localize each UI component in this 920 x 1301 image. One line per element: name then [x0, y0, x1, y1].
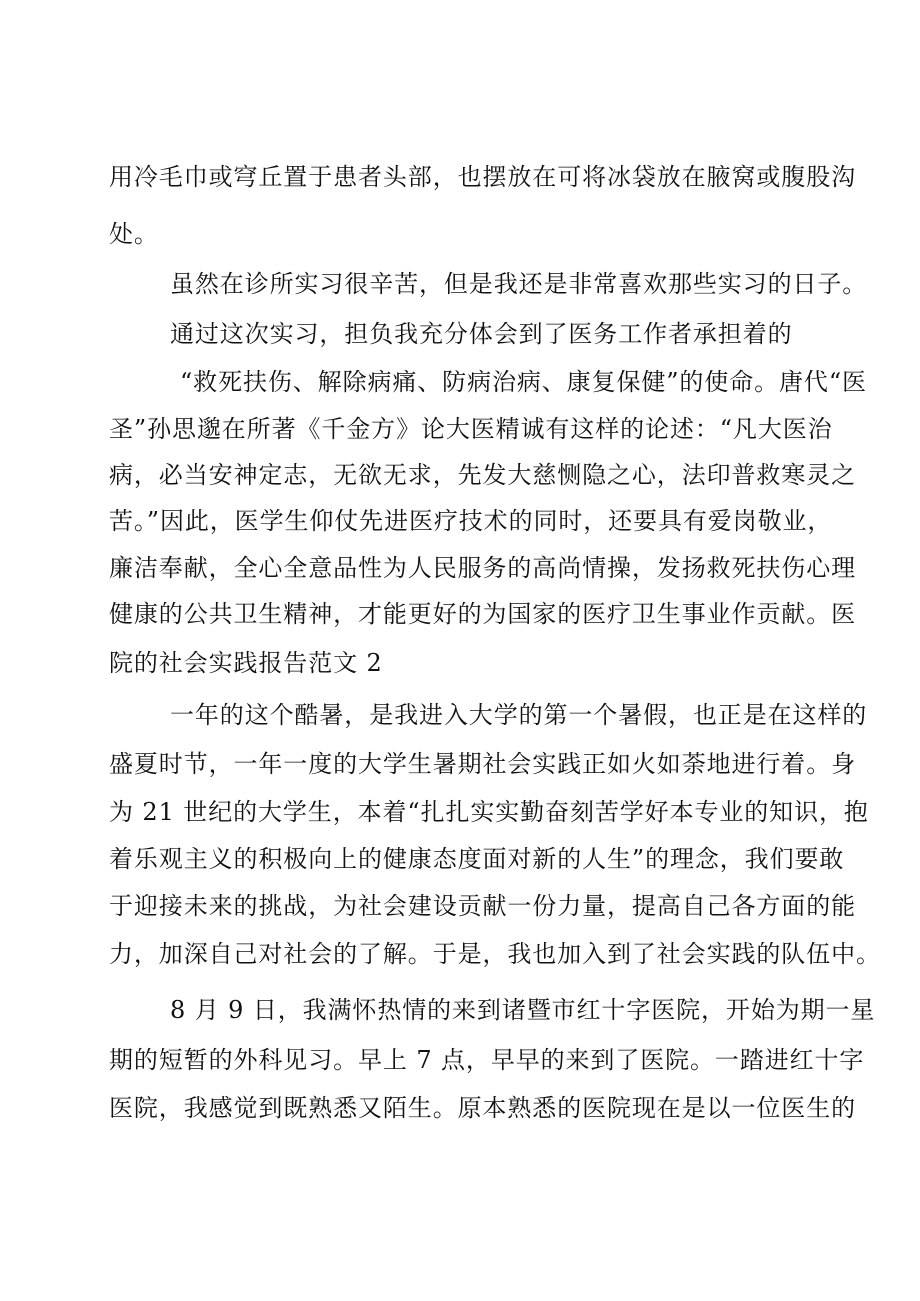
- text-line: 盛夏时节，一年一度的大学生暑期社会实践正如火如荼地进行着。身: [109, 750, 856, 778]
- text-line: 苦。”因此，医学生仰仗先进医疗技术的同时，还要具有爱岗敬业，: [109, 507, 833, 535]
- text-line: 一年的这个酷暑，是我进入大学的第一个暑假，也正是在这样的: [170, 701, 868, 729]
- text-line: “救死扶伤、解除病痛、防病治病、康复保健”的使命。唐代“医: [180, 368, 867, 396]
- text-line: 着乐观主义的积极向上的健康态度面对新的人生”的理念，我们要敢: [109, 845, 845, 873]
- text-line: 病，必当安神定志，无欲无求，先发大慈恻隐之心，法印普救寒灵之: [109, 461, 856, 489]
- text-line: 用冷毛巾或穹丘置于患者头部，也摆放在可将冰袋放在腋窝或腹股沟: [109, 163, 856, 191]
- text-line: 虽然在诊所实习很辛苦，但是我还是非常喜欢那些实习的日子。: [170, 270, 868, 298]
- text-line: 医院，我感觉到既熟悉又陌生。原本熟悉的医院现在是以一位医生的: [109, 1094, 856, 1122]
- text-line: 为 21 世纪的大学生，本着“扎扎实实勤奋刻苦学好本专业的知识，抱: [109, 798, 869, 826]
- text-line: 通过这次实习，担负我充分体会到了医务工作者承担着的: [170, 320, 793, 348]
- text-line: 健康的公共卫生精神，才能更好的为国家的医疗卫生事业作贡献。医: [109, 600, 856, 628]
- text-line: 期的短暂的外科见习。早上 7 点，早早的来到了医院。一踏进红十字: [109, 1046, 865, 1074]
- text-line: 于迎接未来的挑战，为社会建设贡献一份力量，提高自己各方面的能: [109, 892, 856, 920]
- text-line: 圣”孙思邈在所著《千金方》论大医精诚有这样的论述：“凡大医治: [109, 415, 833, 443]
- text-line: 8 月 9 日，我满怀热情的来到诸暨市红十字医院，开始为期一星: [170, 996, 876, 1024]
- text-line: 处。: [109, 220, 159, 248]
- text-line: 院的社会实践报告范文 2: [109, 649, 383, 677]
- text-line: 廉洁奉献，全心全意品性为人民服务的高尚情操，发扬救死扶伤心理: [109, 554, 856, 582]
- text-line: 力，加深自己对社会的了解。于是，我也加入到了社会实践的队伍中。: [109, 940, 881, 968]
